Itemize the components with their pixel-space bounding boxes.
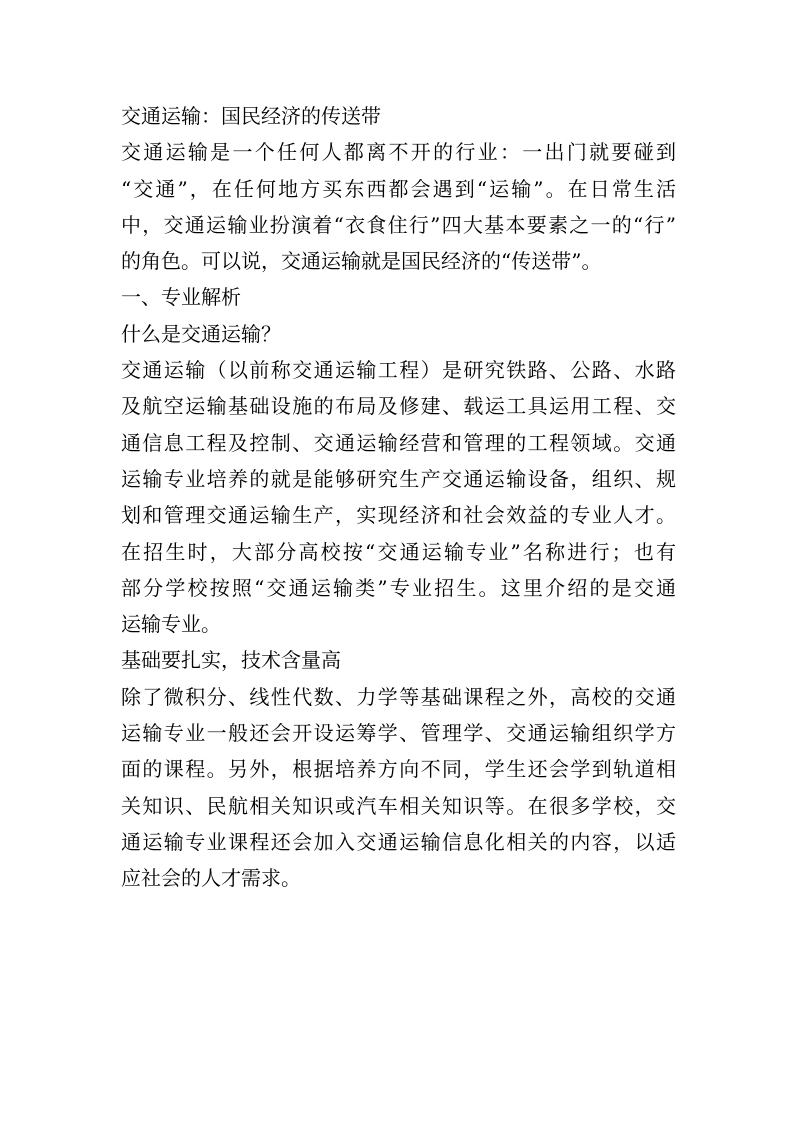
- definition-line: 交通运输（以前称交通运输工程）是研究铁路、公路、水路: [121, 358, 676, 383]
- document-title: 交通运输：国民经济的传送带: [121, 104, 381, 128]
- definition-line: 运输专业培养的就是能够研究生产交通运输设备，组织、规: [121, 466, 676, 491]
- intro-line: 中，交通运输业扮演着“衣食住行”四大基本要素之一的“行”: [121, 212, 676, 237]
- courses-line: 运输专业一般还会开设运筹学、管理学、交通运输组织学方: [121, 721, 676, 746]
- definition-line: 及航空运输基础设施的布局及修建、载运工具运用工程、交: [121, 394, 676, 419]
- document-body: [121, 98, 676, 897]
- intro-line: “交通”，在任何地方买东西都会遇到“运输”。在日常生活: [121, 176, 676, 201]
- courses-line: 关知识、民航相关知识或汽车相关知识等。在很多学校，交: [121, 793, 676, 818]
- courses-line: 应社会的人才需求。: [121, 866, 301, 891]
- courses-line: 面的课程。另外，根据培养方向不同，学生还会学到轨道相: [121, 757, 676, 782]
- definition-line: 在招生时，大部分高校按“交通运输专业”名称进行；也有: [121, 539, 676, 564]
- intro-line: 的角色。可以说，交通运输就是国民经济的“传送带”。: [121, 249, 602, 274]
- definition-line: 划和管理交通运输生产，实现经济和社会效益的专业人才。: [121, 503, 676, 528]
- definition-line: 通信息工程及控制、交通运输经营和管理的工程领域。交通: [121, 430, 676, 455]
- section-heading: 一、专业解析: [121, 285, 241, 310]
- sub-heading: 基础要扎实，技术含量高: [121, 648, 341, 673]
- intro-line: 交通运输是一个任何人都离不开的行业：一出门就要碰到: [121, 140, 676, 165]
- definition-line: 部分学校按照“交通运输类”专业招生。这里介绍的是交通: [121, 575, 676, 600]
- question-heading: 什么是交通运输？: [121, 321, 281, 346]
- courses-line: 通运输专业课程还会加入交通运输信息化相关的内容，以适: [121, 829, 676, 854]
- definition-line: 运输专业。: [121, 612, 221, 637]
- courses-line: 除了微积分、线性代数、力学等基础课程之外，高校的交通: [121, 684, 676, 709]
